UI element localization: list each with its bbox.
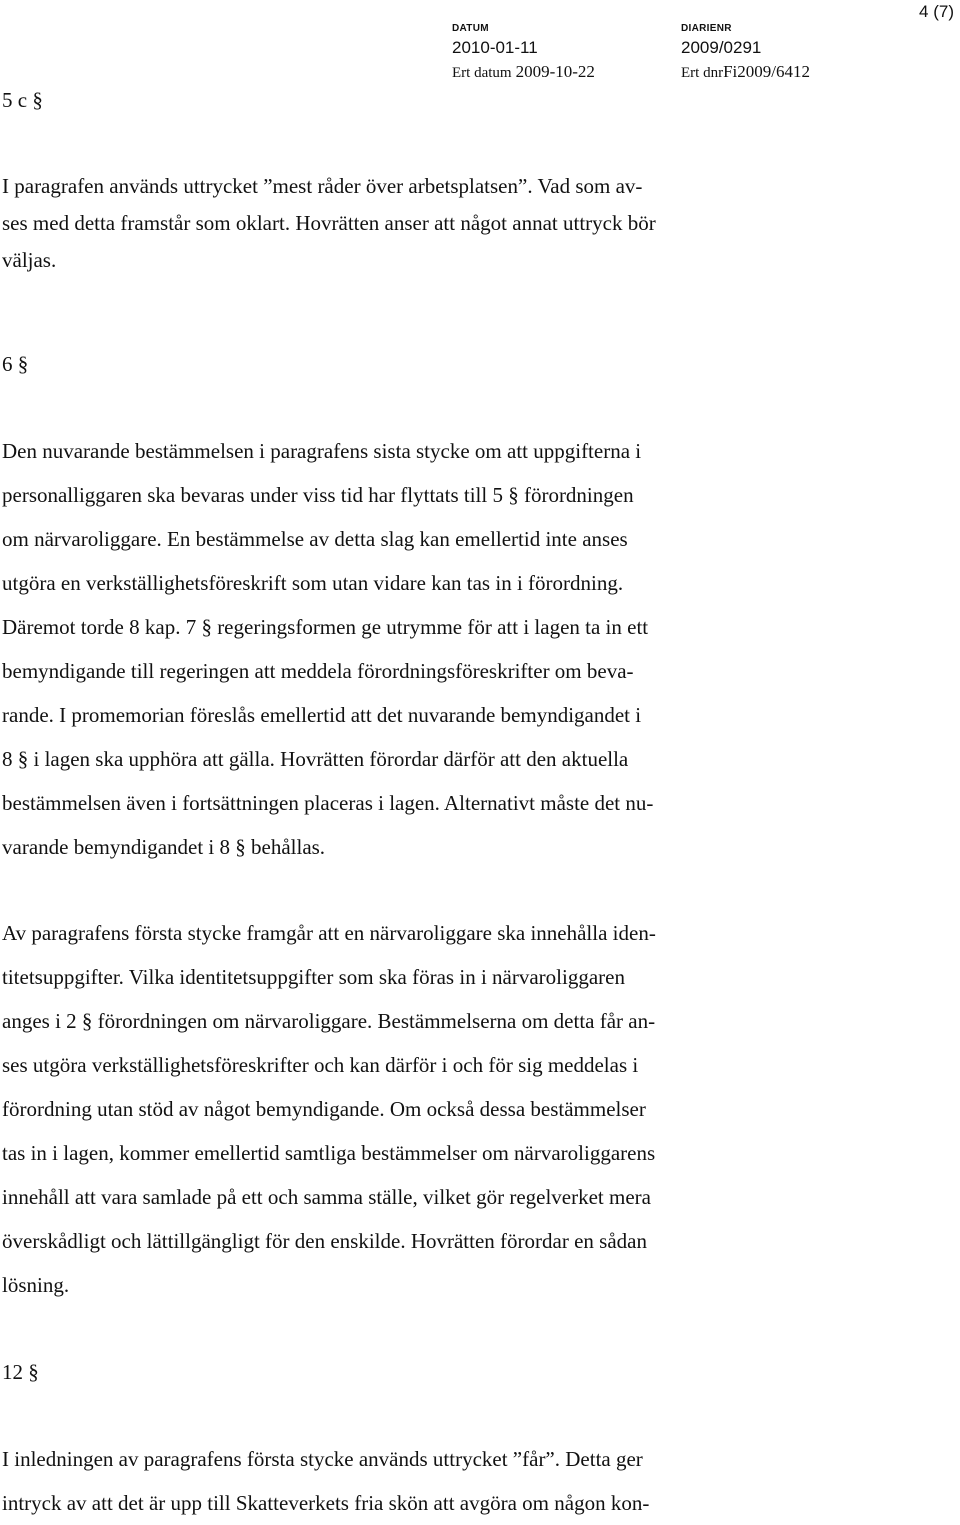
text-line: tas in i lagen, kommer emellertid samtliga bestämmelser om närvaroliggarens (2, 1141, 656, 1165)
ert-datum-value: 2009-10-22 (515, 62, 595, 81)
text-line: titetsuppgifter. Vilka identitetsuppgifter som ska föras in i närvaroliggaren (2, 965, 625, 989)
diarienr-label: DIARIENR (681, 23, 732, 34)
paragraph-6-b (2, 911, 656, 1307)
datum-label: DATUM (452, 23, 489, 34)
text-line: rande. I promemorian föreslås emellertid att det nuvarande bemyndigandet i (2, 703, 642, 727)
paragraph-6-a (2, 429, 653, 869)
page-number: 4 (7) (919, 2, 954, 21)
text-line: väljas. (2, 248, 57, 272)
section-heading-6: 6 § (2, 352, 29, 376)
text-line: lösning. (2, 1273, 70, 1297)
ert-dnr (681, 62, 810, 82)
text-line: Av paragrafens första stycke framgår att en närvaroliggare ska innehålla iden- (2, 921, 656, 945)
section-heading-12: 12 § (2, 1360, 39, 1384)
ert-datum-label: Ert datum (452, 65, 512, 81)
text-line: I inledningen av paragrafens första stycke används uttrycket ”får”. Detta ger (2, 1447, 643, 1471)
text-line: överskådligt och lättillgängligt för den enskilde. Hovrätten förordar en sådan (2, 1229, 647, 1253)
text-line: varande bemyndigandet i 8 § behållas. (2, 835, 326, 859)
text-line: ses med detta framstår som oklart. Hovrätten anser att något annat uttryck bör (2, 211, 656, 235)
text-line: I paragrafen används uttrycket ”mest råder över arbetsplatsen”. Vad som av- (2, 174, 643, 198)
text-line: intryck av att det är upp till Skatteverkets fria skön att avgöra om någon kon- (2, 1491, 650, 1515)
ert-dnr-value: Fi2009/6412 (723, 62, 810, 81)
ert-dnr-label: Ert dnr (681, 65, 724, 81)
section-heading-5c: 5 c § (2, 88, 43, 112)
paragraph-5c (2, 168, 656, 279)
datum-value: 2010-01-11 (452, 38, 538, 57)
text-line: om närvaroliggare. En bestämmelse av detta slag kan emellertid inte anses (2, 527, 628, 551)
text-line: Den nuvarande bestämmelsen i paragrafens sista stycke om att uppgifterna i (2, 439, 642, 463)
text-line: Däremot torde 8 kap. 7 § regeringsformen ge utrymme för att i lagen ta in ett (2, 615, 649, 639)
text-line: förordning utan stöd av något bemyndigande. Om också dessa bestämmelser (2, 1097, 646, 1121)
paragraph-12 (2, 1437, 649, 1525)
text-line: personalliggaren ska bevaras under viss tid har flyttats till 5 § förordningen (2, 483, 634, 507)
text-line: bemyndigande till regeringen att meddela förordningsföreskrifter om beva- (2, 659, 634, 683)
text-line: ses utgöra verkställighetsföreskrifter och kan därför i och för sig meddelas i (2, 1053, 639, 1077)
diarienr-value: 2009/0291 (681, 38, 762, 57)
text-line: innehåll att vara samlade på ett och samma ställe, vilket gör regelverket mera (2, 1185, 651, 1209)
text-line: bestämmelsen även i fortsättningen placeras i lagen. Alternativt måste det nu- (2, 791, 654, 815)
text-line: utgöra en verkställighetsföreskrift som utan vidare kan tas in i förordning. (2, 571, 624, 595)
text-line: 8 § i lagen ska upphöra att gälla. Hovrätten förordar därför att den aktuella (2, 747, 629, 771)
ert-datum (452, 62, 595, 82)
text-line: anges i 2 § förordningen om närvaroliggare. Bestämmelserna om detta får an- (2, 1009, 656, 1033)
